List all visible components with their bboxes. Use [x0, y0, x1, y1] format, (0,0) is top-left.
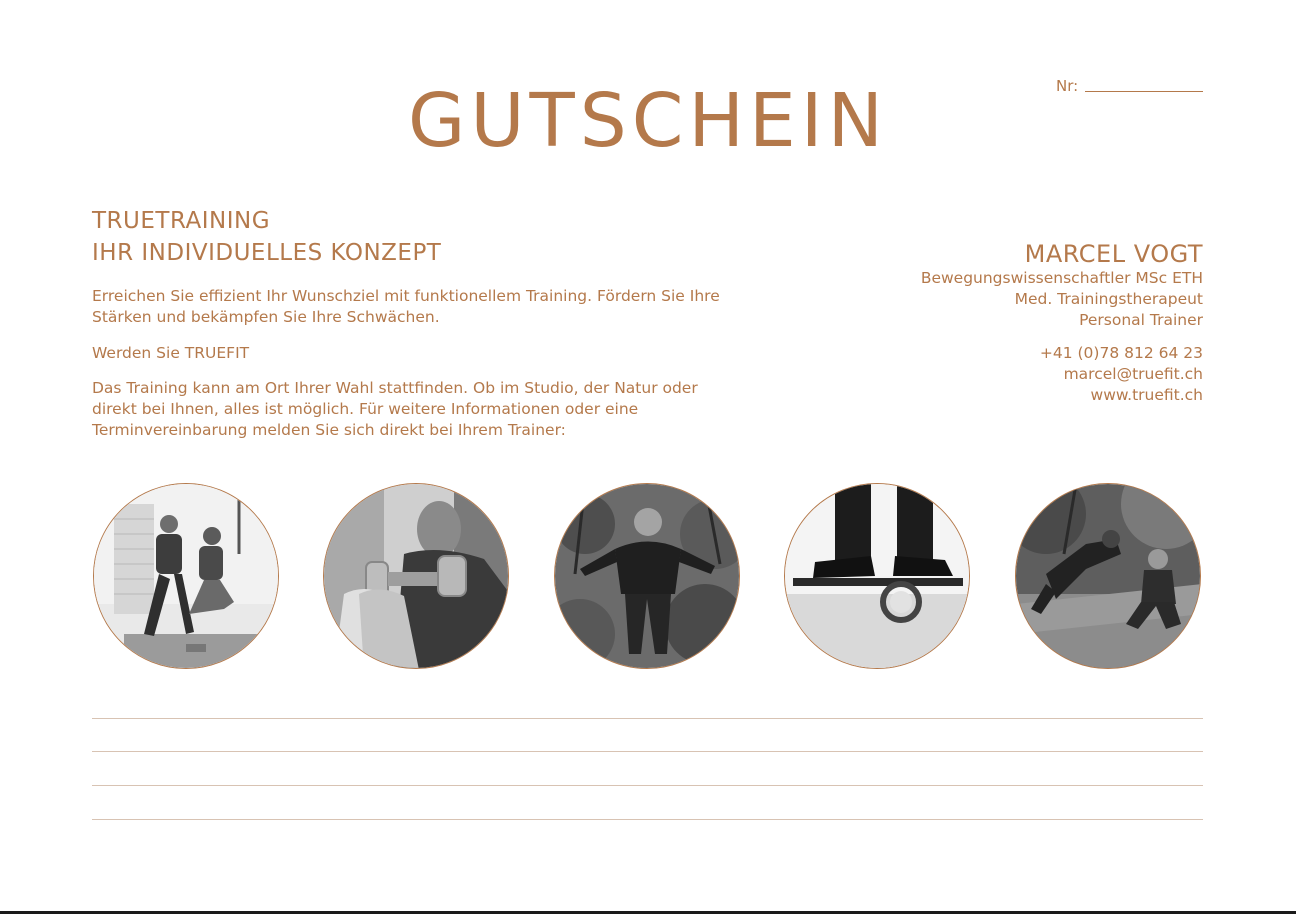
- trainer-contact: [1040, 343, 1203, 406]
- photo-dumbbell: [323, 483, 509, 669]
- intro-paragraph-goals: Erreichen Sie effizient Ihr Wunschziel mit funktionellem Training. Fördern Sie Ihre Stärken und bekämpfen Sie Ihre Schwächen.: [92, 287, 720, 326]
- writing-line-2: [92, 751, 1203, 752]
- intro-paragraph-slogan: Werden Sie TRUEFIT: [92, 344, 250, 362]
- trainer-name: MARCEL VOGT: [1024, 240, 1203, 268]
- intro-paragraph-location: Das Training kann am Ort Ihrer Wahl stattfinden. Ob im Studio, der Natur oder direkt bei Ihnen, alles ist möglich. Für weitere Informationen oder eine Terminvereinbarung melden Sie sich direkt bei Ihrem Trainer:: [92, 379, 698, 439]
- photo-studio-lunge: [93, 483, 279, 669]
- trainer-title-personal: Personal Trainer: [1079, 311, 1203, 329]
- voucher-number-label: Nr:: [1056, 77, 1079, 95]
- photo-outdoor-sling: [554, 483, 740, 669]
- intro-heading-line2: IHR INDIVIDUELLES KONZEPT: [92, 240, 442, 266]
- writing-line-1: [92, 718, 1203, 719]
- writing-line-4: [92, 819, 1203, 820]
- trainer-title-therapist: Med. Trainingstherapeut: [1014, 290, 1203, 308]
- trainer-website: www.truefit.ch: [1090, 386, 1203, 404]
- voucher-number-line: [1085, 91, 1203, 92]
- writing-line-3: [92, 785, 1203, 786]
- photo-balance-board: [784, 483, 970, 669]
- trainer-phone: +41 (0)78 812 64 23: [1039, 344, 1203, 362]
- trainer-title-degree: Bewegungswissenschaftler MSc ETH: [920, 269, 1203, 287]
- intro-heading-line1: TRUETRAINING: [92, 208, 271, 234]
- photo-outdoor-pair: [1015, 483, 1201, 669]
- trainer-titles: [921, 268, 1203, 331]
- voucher-title: GUTSCHEIN: [408, 78, 888, 164]
- trainer-email: marcel@truefit.ch: [1063, 365, 1203, 383]
